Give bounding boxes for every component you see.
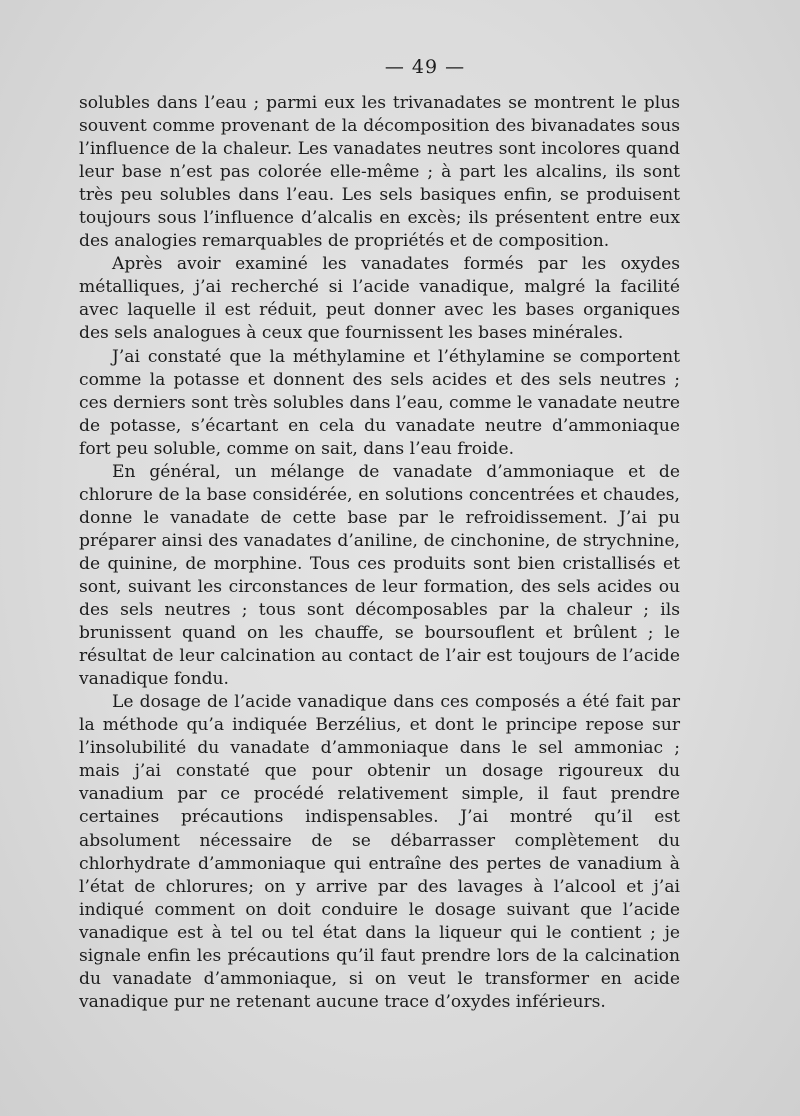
- paragraph-1: solubles dans l’eau ; parmi eux les trivanadates se montrent le plus souvent comme provenant de la décomposition des bivanadates sous l’influence de la chaleur. Les vanadates neutres sont incolores quand leur base n’est pas colorée elle-même ; à part les alcalins, ils sont très peu solubles dans l’eau. Les sels basiques enfin, se produisent toujours sous l’influence d’alcalis en excès; ils présentent entre eux des analogies remarquables de propriétés et de composition.: [79, 93, 680, 252]
- paragraph-4: En général, un mélange de vanadate d’ammoniaque et de chlorure de la base considérée, en solutions concentrées et chaudes, donne le vanadate de cette base par le refroidissement. J’ai pu préparer ainsi des vanadates d’aniline, de cinchonine, de strychnine, de quinine, de morphine. Tous ces produits sont bien cristallisés et sont, suivant les circonstances de leur formation, des sels acides ou des sels neutres ; tous sont décomposables par la chaleur ; ils brunissent quand on les chauffe, se boursouflent et brûlent ; le résultat de leur calcination au contact de l’air est toujours de l’acide vanadique fondu.: [79, 461, 680, 690]
- paragraph-5: Le dosage de l’acide vanadique dans ces composés a été fait par la méthode qu’a indiquée Berzélius, et dont le principe repose sur l’insolubilité du vanadate d’ammoniaque dans le sel ammoniac ; mais j’ai constaté que pour obtenir un dosage rigoureux du vanadium par ce procédé relativement simple, il faut prendre certaines précautions indispensables. J’ai montré qu’il est absolument nécessaire de se débarrasser complètement du chlorhydrate d’ammoniaque qui entraîne des pertes de vanadium à l’état de chlorures; on y arrive par des lavages à l’alcool et j’ai indiqué comment on doit conduire le dosage suivant que l’acide vanadique est à tel ou tel état dans la liqueur qui le contient ; je signale enfin les précautions qu’il faut prendre lors de la calcination du vanadate d’ammoniaque, si on veut le transformer en acide vanadique pur ne retenant aucune trace d’oxydes inférieurs.: [79, 692, 680, 1012]
- paragraph-2: Après avoir examiné les vanadates formés par les oxydes métalliques, j’ai recherché si l’acide vanadique, malgré la facilité avec laquelle il est réduit, peut donner avec les bases organiques des sels analogues à ceux que fournissent les bases minérales.: [79, 254, 680, 344]
- paragraph-3: J’ai constaté que la méthylamine et l’éthylamine se comportent comme la potasse et donnent des sels acides et des sels neutres ; ces derniers sont très solubles dans l’eau, comme le vanadate neutre de potasse, s’écartant en cela du vanadate neutre d’ammoniaque fort peu soluble, comme on sait, dans l’eau froide.: [79, 346, 680, 459]
- body-text: [79, 92, 680, 1014]
- page-number: — 49 —: [384, 56, 466, 78]
